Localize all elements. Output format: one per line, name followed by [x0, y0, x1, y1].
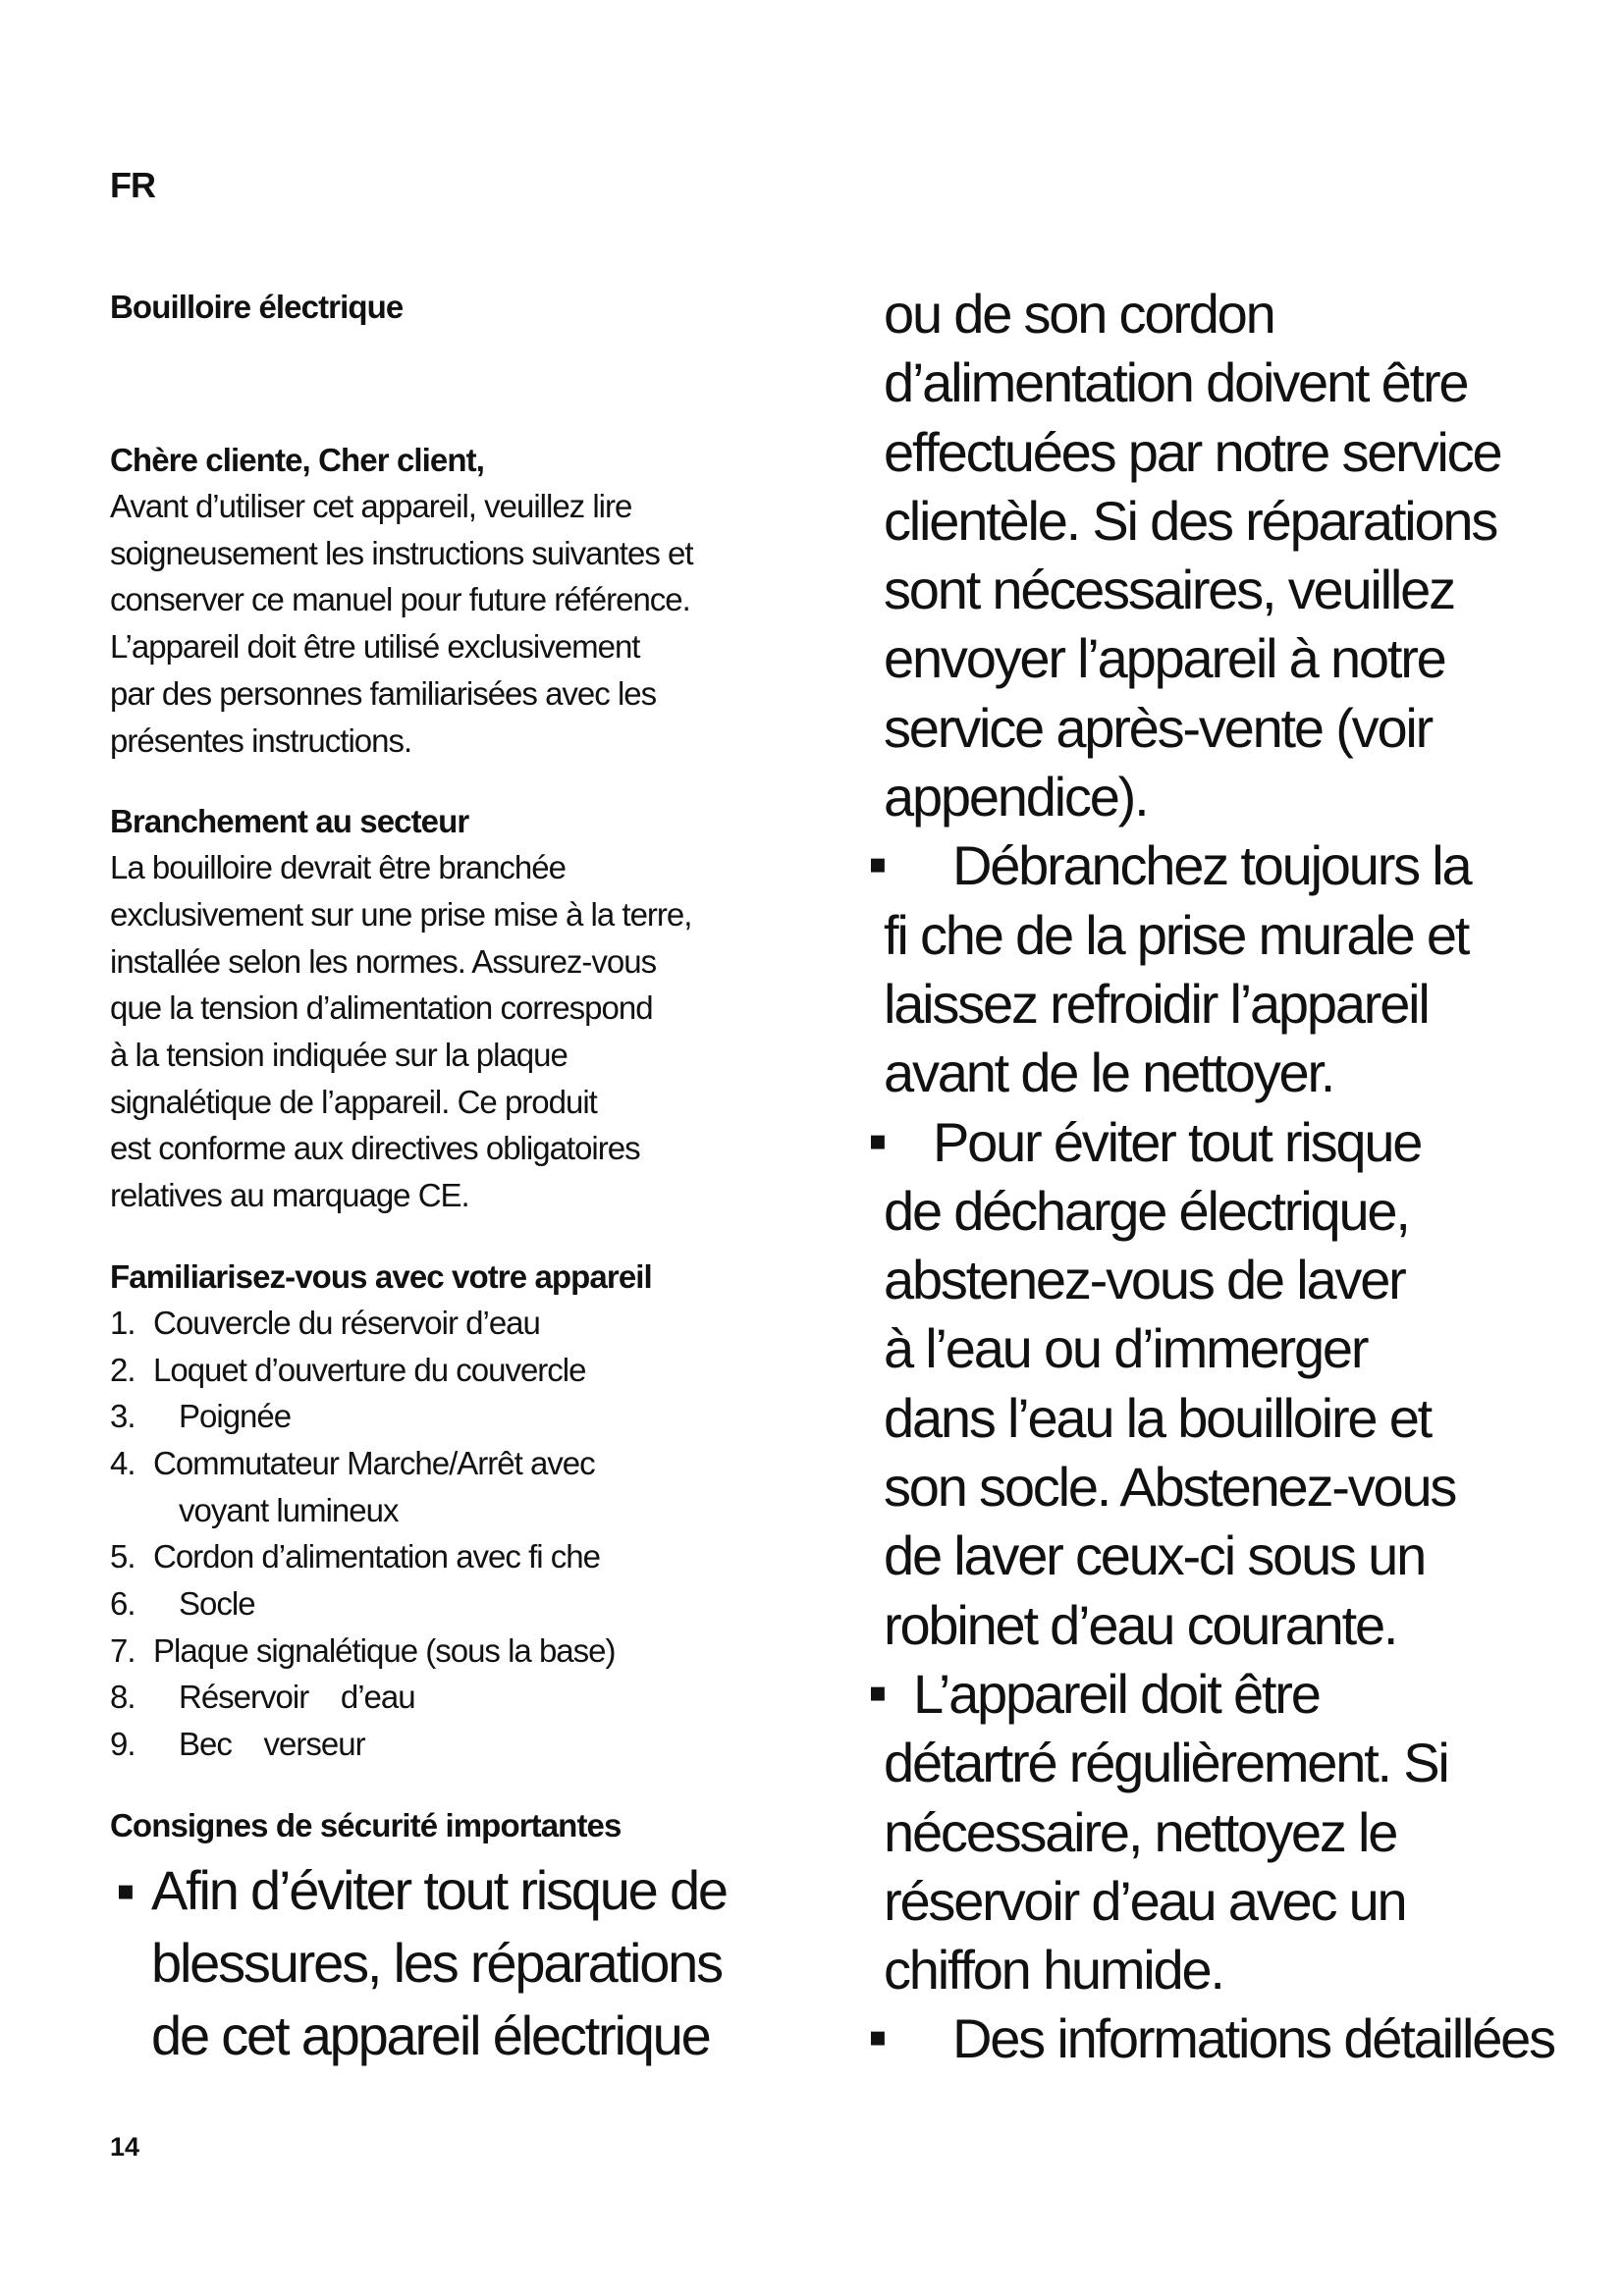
parts-heading: Familiarisez-vous avec votre appareil	[110, 1257, 652, 1295]
greeting-section	[110, 438, 797, 764]
safety-item-info	[868, 2004, 1591, 2073]
list-item	[110, 1393, 797, 1440]
continuation-line: ou de son cordon	[884, 283, 1274, 345]
continuation-line: envoyer l’appareil à notre	[884, 627, 1445, 690]
item-text: Socle	[179, 1585, 255, 1623]
safety-item-shock	[868, 1108, 1591, 1660]
item-text: Poignée	[179, 1398, 292, 1435]
greeting-line: soigneusement les instructions suivantes et	[110, 534, 693, 571]
item-text: Couvercle du réservoir d’eau	[153, 1304, 540, 1341]
safety-line: de cet appareil électrique	[151, 2003, 710, 2066]
item-text: Loquet d’ouverture du couvercle	[153, 1351, 586, 1388]
list-item	[110, 1300, 797, 1347]
safety-line: blessures, les réparations	[151, 1931, 722, 1994]
item-line: abstenez-vous de laver	[884, 1249, 1405, 1311]
list-item	[110, 1721, 797, 1768]
item-lead: Pour éviter tout risque	[933, 1110, 1422, 1173]
continuation-line: clientèle. Si des réparations	[884, 489, 1497, 552]
item-line: robinet d’eau courante.	[884, 1593, 1397, 1656]
item-number: 5.	[110, 1538, 135, 1575]
list-item	[110, 1580, 797, 1628]
list-item	[110, 1533, 797, 1580]
item-line: laissez refroidir l’appareil	[884, 972, 1429, 1035]
safety-section	[110, 1803, 797, 2072]
greeting-line: Avant d’utiliser cet appareil, veuillez lire	[110, 488, 632, 524]
item-line: dans l’eau la bouilloire et	[884, 1386, 1432, 1449]
continuation-line: d’alimentation doivent être	[884, 351, 1468, 414]
power-line: relatives au marquage CE.	[110, 1177, 469, 1214]
power-line: signalétique de l’appareil. Ce produit	[110, 1083, 597, 1120]
power-line: que la tension d’alimentation correspond	[110, 989, 653, 1027]
greeting-line: conserver ce manuel pour future référence.	[110, 581, 690, 618]
greeting-heading: Chère cliente, Cher client,	[110, 442, 484, 478]
safety-item-unplug	[868, 831, 1591, 1107]
item-text: Cordon d’alimentation avec fi che	[153, 1538, 600, 1575]
left-column	[110, 285, 797, 2072]
safety-list	[110, 1854, 797, 2072]
item-number: 2.	[110, 1351, 135, 1388]
item-line: réservoir d’eau avec un	[884, 1869, 1406, 1932]
bullet-icon: ▪	[868, 832, 888, 895]
item-number: 7.	[110, 1631, 135, 1669]
item-number: 6.	[110, 1585, 135, 1623]
item-text: Plaque signalétique (sous la base)	[153, 1631, 616, 1669]
greeting-line: présentes instructions.	[110, 721, 412, 759]
item-line: détartré régulièrement. Si	[884, 1732, 1448, 1794]
item-line: chiffon humide.	[884, 1939, 1223, 2002]
parts-section	[110, 1255, 797, 1768]
power-line: à la tension indiquée sur la plaque	[110, 1037, 568, 1074]
safety-item-descale	[868, 1660, 1591, 2004]
item-number: 1.	[110, 1304, 135, 1341]
parts-list	[110, 1300, 797, 1768]
power-line: exclusivement sur une prise mise à la terre,	[110, 895, 692, 933]
item-text: Réservoir d’eau	[179, 1679, 415, 1716]
item-text: Commutateur Marche/Arrêt avec	[153, 1444, 595, 1481]
bullet-icon: ▪	[868, 1660, 888, 1723]
list-item	[110, 1674, 797, 1721]
item-line: son socle. Abstenez-vous	[884, 1456, 1456, 1519]
greeting-line: L’appareil doit être utilisé exclusivement	[110, 628, 640, 666]
power-heading: Branchement au secteur	[110, 803, 469, 840]
item-line: fi che de la prise murale et	[884, 903, 1469, 966]
right-column	[868, 280, 1591, 2074]
continuation-line: effectuées par notre service	[884, 420, 1501, 483]
list-item	[110, 1628, 797, 1675]
item-line: de décharge électrique,	[884, 1179, 1409, 1242]
safety-line: Afin d’éviter tout risque de	[151, 1858, 727, 1921]
language-code: FR	[110, 165, 155, 205]
power-section	[110, 799, 797, 1219]
list-item	[110, 1347, 797, 1394]
safety-item	[110, 1854, 797, 2072]
greeting-line: par des personnes familiarisées avec les	[110, 674, 657, 712]
bullet-icon: ▪	[868, 2005, 888, 2068]
item-line: nécessaire, nettoyez le	[884, 1800, 1397, 1863]
continuation-line: appendice).	[884, 766, 1148, 828]
item-lead: Débranchez toujours la	[952, 834, 1471, 897]
item-number: 9.	[110, 1726, 135, 1763]
item-line: de laver ceux-ci sous un	[884, 1524, 1426, 1587]
bullet-icon: ▪	[116, 1858, 134, 1921]
item-lead: L’appareil doit être	[913, 1662, 1320, 1725]
item-number: 4.	[110, 1444, 135, 1481]
continuation-line: sont nécessaires, veuillez	[884, 559, 1454, 621]
item-number: 8.	[110, 1679, 135, 1716]
power-line: est conforme aux directives obligatoires	[110, 1130, 640, 1167]
list-item-continuation	[110, 1487, 797, 1534]
item-lead: Des informations détaillées	[952, 2007, 1554, 2070]
list-item	[110, 1440, 797, 1487]
safety-heading: Consignes de sécurité importantes	[110, 1806, 622, 1843]
item-number: 3.	[110, 1398, 135, 1435]
power-line: installée selon les normes. Assurez-vous	[110, 942, 657, 980]
continuation-line: service après-vente (voir	[884, 696, 1433, 759]
item-text: voyant lumineux	[179, 1491, 399, 1528]
item-line: à l’eau ou d’immerger	[884, 1317, 1368, 1380]
item-text: Bec verseur	[179, 1726, 365, 1763]
item-line: avant de le nettoyer.	[884, 1041, 1334, 1104]
document-title: Bouilloire électrique	[110, 289, 404, 325]
power-line: La bouilloire devrait être branchée	[110, 849, 566, 886]
bullet-icon: ▪	[868, 1108, 888, 1171]
page-number: 14	[110, 2132, 140, 2162]
